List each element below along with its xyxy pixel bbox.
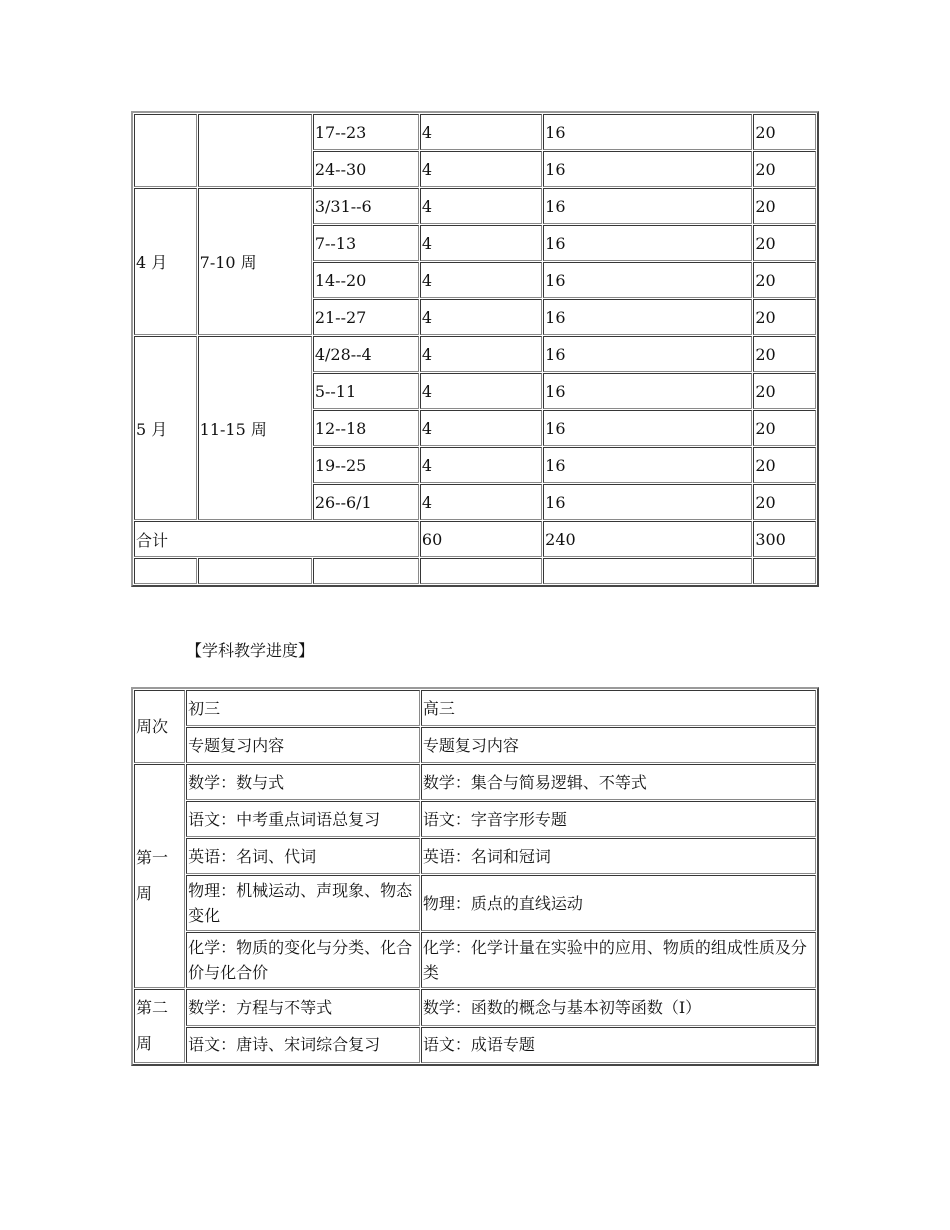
value-cell: 20: [753, 299, 816, 335]
grade-header-right: 高三: [421, 690, 816, 726]
empty-cell: [543, 558, 752, 584]
empty-cell: [313, 558, 419, 584]
value-cell: 4: [420, 114, 542, 150]
teaching-progress-table: [131, 687, 819, 1066]
total-row: [134, 521, 816, 557]
value-cell: 4: [420, 373, 542, 409]
senior-topic: 物理：质点的直线运动: [421, 875, 816, 931]
date-range-cell: 26--6/1: [313, 484, 419, 520]
total-value: 300: [753, 521, 816, 557]
value-cell: 16: [543, 447, 752, 483]
value-cell: 20: [753, 151, 816, 187]
value-cell: 16: [543, 299, 752, 335]
table-row: [134, 875, 816, 931]
value-cell: 20: [753, 447, 816, 483]
junior-topic: 语文：中考重点词语总复习: [186, 801, 420, 837]
topic-header-right: 专题复习内容: [421, 727, 816, 763]
value-cell: 4: [420, 151, 542, 187]
senior-topic: 数学：函数的概念与基本初等函数（Ⅰ）: [421, 989, 816, 1026]
value-cell: 16: [543, 336, 752, 372]
date-range-cell: 5--11: [313, 373, 419, 409]
value-cell: 4: [420, 225, 542, 261]
value-cell: 16: [543, 114, 752, 150]
date-range-cell: 4/28--4: [313, 336, 419, 372]
value-cell: 4: [420, 188, 542, 224]
week-range-cell: 11-15 周: [198, 336, 312, 520]
table-row: [134, 336, 816, 372]
senior-topic: 英语：名词和冠词: [421, 838, 816, 874]
date-range-cell: 12--18: [313, 410, 419, 446]
date-range-cell: 3/31--6: [313, 188, 419, 224]
value-cell: 16: [543, 151, 752, 187]
date-range-cell: 24--30: [313, 151, 419, 187]
empty-cell: [753, 558, 816, 584]
table-row: [134, 838, 816, 874]
value-cell: 4: [420, 262, 542, 298]
junior-topic: 物理：机械运动、声现象、物态变化: [186, 875, 420, 931]
table-row: [134, 801, 816, 837]
senior-topic: 数学：集合与简易逻辑、不等式: [421, 764, 816, 800]
weekly-schedule-table: [131, 111, 819, 587]
table-row: [134, 727, 816, 763]
junior-topic: 英语：名词、代词: [186, 838, 420, 874]
date-range-cell: 19--25: [313, 447, 419, 483]
value-cell: 20: [753, 225, 816, 261]
week-header: 周次: [134, 690, 185, 763]
table-row: [134, 1027, 816, 1064]
empty-cell: [420, 558, 542, 584]
value-cell: 20: [753, 262, 816, 298]
empty-row: [134, 558, 816, 584]
value-cell: 4: [420, 484, 542, 520]
total-value: 60: [420, 521, 542, 557]
date-range-cell: 7--13: [313, 225, 419, 261]
empty-cell: [134, 558, 197, 584]
value-cell: 20: [753, 373, 816, 409]
week-label: 第一周: [134, 764, 185, 988]
month-cell: 5 月: [134, 336, 197, 520]
value-cell: 4: [420, 447, 542, 483]
table-row: [134, 989, 816, 1026]
value-cell: 16: [543, 262, 752, 298]
senior-topic: 语文：成语专题: [421, 1027, 816, 1064]
table-row: [134, 114, 816, 150]
junior-topic: 数学：方程与不等式: [186, 989, 420, 1026]
junior-topic: 化学：物质的变化与分类、化合价与化合价: [186, 932, 420, 988]
table-row: [134, 764, 816, 800]
value-cell: 16: [543, 484, 752, 520]
total-label: 合计: [134, 521, 419, 557]
senior-topic: 语文：字音字形专题: [421, 801, 816, 837]
grade-header-left: 初三: [186, 690, 420, 726]
value-cell: 4: [420, 336, 542, 372]
month-cell: [134, 114, 197, 187]
week-label: 第二周: [134, 989, 185, 1063]
junior-topic: 语文：唐诗、宋词综合复习: [186, 1027, 420, 1064]
date-range-cell: 14--20: [313, 262, 419, 298]
value-cell: 20: [753, 484, 816, 520]
date-range-cell: 21--27: [313, 299, 419, 335]
value-cell: 20: [753, 188, 816, 224]
table-row: [134, 932, 816, 988]
week-range-cell: [198, 114, 312, 187]
junior-topic: 数学：数与式: [186, 764, 420, 800]
table-row: [134, 690, 816, 726]
value-cell: 16: [543, 225, 752, 261]
week-range-cell: 7-10 周: [198, 188, 312, 335]
value-cell: 20: [753, 114, 816, 150]
value-cell: 20: [753, 336, 816, 372]
value-cell: 16: [543, 410, 752, 446]
table-row: [134, 188, 816, 224]
date-range-cell: 17--23: [313, 114, 419, 150]
total-value: 240: [543, 521, 752, 557]
month-cell: 4 月: [134, 188, 197, 335]
value-cell: 16: [543, 373, 752, 409]
empty-cell: [198, 558, 312, 584]
topic-header-left: 专题复习内容: [186, 727, 420, 763]
value-cell: 16: [543, 188, 752, 224]
value-cell: 20: [753, 410, 816, 446]
section-title: 【学科教学进度】: [186, 641, 315, 660]
value-cell: 4: [420, 410, 542, 446]
value-cell: 4: [420, 299, 542, 335]
senior-topic: 化学：化学计量在实验中的应用、物质的组成性质及分类: [421, 932, 816, 988]
